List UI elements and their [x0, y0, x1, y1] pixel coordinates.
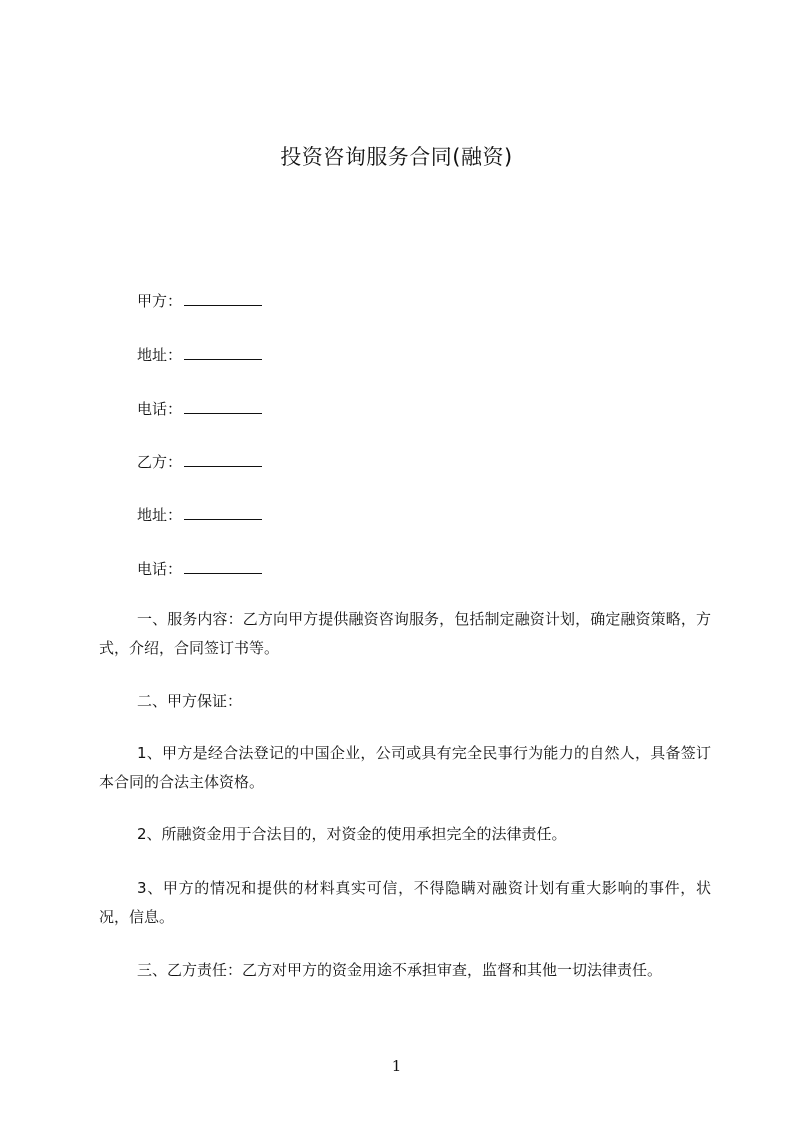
clause-guarantee-3: 3、甲方的情况和提供的材料真实可信，不得隐瞒对融资计划有重大影响的事件，状况，信息。 [99, 879, 711, 926]
party-b-name-field [137, 452, 262, 472]
party-a-address-label: 地址： [137, 346, 183, 364]
party-b-phone-field [137, 559, 262, 579]
page-number: 1 [391, 1057, 402, 1075]
party-a-phone-label: 电话： [137, 400, 183, 418]
party-b-address-label: 地址： [137, 506, 183, 524]
clause-service-content: 一、服务内容：乙方向甲方提供融资咨询服务，包括制定融资计划，确定融资策略，方式，介绍，合同签订书等。 [99, 610, 711, 657]
clause-guarantee-1: 1、甲方是经合法登记的中国企业，公司或具有完全民事行为能力的自然人，具备签订本合同的合法主体资格。 [99, 744, 711, 791]
party-b-address-field [137, 505, 262, 525]
party-b-phone-blank [184, 559, 262, 574]
party-b-phone-label: 电话： [137, 560, 183, 578]
clause-guarantee-2: 2、所融资金用于合法目的，对资金的使用承担完全的法律责任。 [137, 825, 567, 843]
clause-party-a-guarantee-heading: 二、甲方保证： [137, 692, 243, 710]
party-b-name-label: 乙方： [137, 453, 183, 471]
party-a-name-blank [184, 291, 262, 306]
clause-party-b-responsibility: 三、乙方责任：乙方对甲方的资金用途不承担审查，监督和其他一切法律责任。 [137, 961, 663, 979]
party-a-phone-field [137, 399, 262, 419]
document-title: 投资咨询服务合同(融资) [280, 145, 513, 169]
party-a-address-blank [184, 345, 262, 360]
party-a-name-field [137, 291, 262, 311]
party-a-name-label: 甲方： [137, 292, 183, 310]
party-a-phone-blank [184, 399, 262, 414]
party-b-address-blank [184, 505, 262, 520]
party-a-address-field [137, 345, 262, 365]
party-b-name-blank [184, 452, 262, 467]
